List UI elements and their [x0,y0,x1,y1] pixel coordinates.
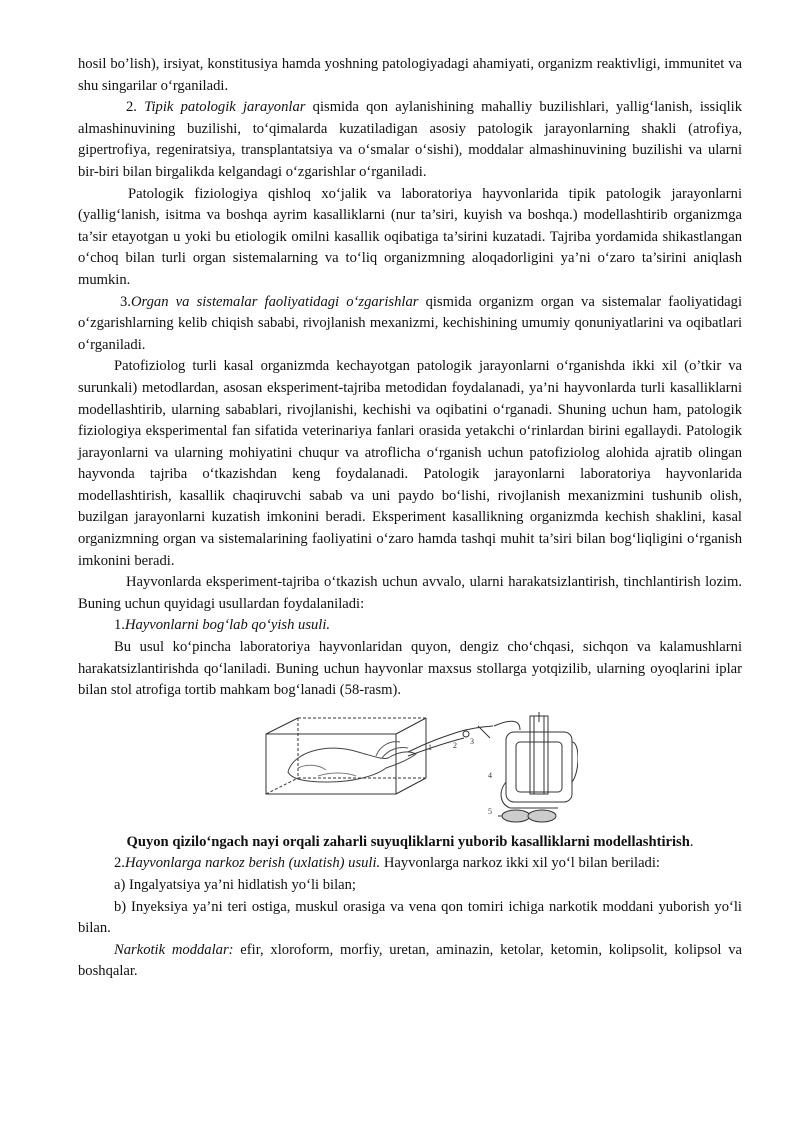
paragraph-method-2 [78,853,742,875]
paragraph-immobilization: Hayvonlarda eksperiment-tajriba o‘tkazish uchun avvalo, ularni harakatsizlantirish, tinchlantirish lozim. Buning uchun quyidagi usullardan foydalaniladi: [78,574,742,612]
label-3: 3 [470,736,474,746]
paragraph-methods: Patofiziolog turli kasal organizmda kechayotgan patologik jarayonlarni o‘rganishda ikki xil (o’tkir va surunkali) metodlardan, asosan eksperiment-tajriba metodidan foydalanadi, ya’ni hayvonlarda turli kasalliklarni modellashtirib, ularning sabablari, rivojlanishi, kechishi va oqibatini o‘rganadi. Shuning uchun ham, patologik fiziologiya eksperimental fan sifatida veterinariya fanlari orasida yetakchi o‘rinlardan birini egallaydi. Patologik jarayonlarni va ularning mohiyatini chuqur va atroflicha o‘rganish uchun patofiziolog alohida ajratib olingan hayvonda tajriba o‘tkazishdan keng foydalanadi. Patologik jarayonlarni laboratoriya hayvonlarida modellashtirish, kasallik chaqiruvchi sabab va uni paydo bo‘lishi, rivojlanish mexanizmini tushunib olish, buzilgan jarayonlarni kuzatish imkonini beradi. Eksperiment kasallikning organizmda kechish shaklini, kasal organizmning organ va sistemalarining faoliyatini o‘zaro hamda tashqi muhit ta’siri bilan bog‘liqligini o‘rganish imkonini beradi. [78,358,742,569]
section-title: Hayvonlarga narkoz berish (uxlatish) usuli. [124,855,381,872]
figure-rabbit-apparatus [78,712,742,832]
document-page [78,54,742,983]
section-text: Hayvonlarga narkoz ikki xil yo‘l bilan beriladi: [380,855,660,872]
narcotics-list: efir, xloroform, morfiy, uretan, aminazin, ketolar, ketomin, kolipsolit, kolipsol va boshqalar. [78,941,742,980]
label-4: 4 [488,770,492,780]
paragraph-method-1 [78,615,742,637]
narcotics-heading: Narkotik moddalar: [114,941,234,958]
caption-period: . [689,833,694,850]
burette [530,716,548,794]
feeding-tube [408,726,493,752]
section-number: 2. [126,99,145,116]
section-title: Organ va sistemalar faoliyatidagi o‘zgarishlar [130,293,419,310]
rabbit-apparatus-illustration [258,712,578,832]
label-2: 2 [453,740,457,750]
paragraph-narcotics [78,940,742,983]
paragraph-pathophysiology-models: Patologik fiziologiya qishloq xo‘jalik va laboratoriya hayvonlarida tipik patologik jarayonlarni (yallig‘lanish, isitma va boshqa ayrim kasalliklarni (nur ta’siri, kuyish va boshqa.) modellashtirib organizmga ta’sir etayotgan u yoki bu etiologik omilni kasallik oqibatiga ta’sirini kuzatadi. Tajriba yordamida shikastlangan o‘choq bilan turli organ sistemalarning va to‘liq organizmning aloqadorligini ya’ni o‘zaro ta’sirini aniqlash mumkin. [78,185,742,288]
section-title: Hayvonlarni bog‘lab qo‘yish usuli. [124,617,331,634]
list-item-inhalation: a) Ingalyatsiya ya’ni hidlatish yo‘li bilan; [114,877,356,893]
list-item-injection: b) Inyeksiya ya’ni teri ostiga, muskul orasiga va vena qon tomiri ichiga narkotik moddani yuborish yo‘li bilan. [78,898,742,937]
section-text: qismida qon aylanishining mahalliy buzilishlari, yallig‘lanish, issiqlik almashinuvining buzilishi, to‘qimalarda kuzatiladigan asosiy patologik jarayonlarning shakli (atrofiya, gipertrofiya, regeniratsiya, transplantatsiya va o‘smalar o‘sishi), moddalar almashinuvining buzilishi va ularni bir-biri bilan birgalikda kelgandagi o‘zgarishlar o‘rganiladi. [78,99,742,180]
caption-text: Quyon qizilo‘ngach nayi orqali zaharli suyuqliklarni yuborib kasalliklarni modellashtirish [126,833,690,850]
section-number: 1. [114,617,125,634]
section-text: qismida organizm organ va sistemalar faoliyatidagi o‘zgarishlarning kelib chiqish sababi, rivojlanish mexanizmi, kechishining umumiy qonuniyatlarini va oqibatlari o‘rganiladi. [78,293,742,353]
section-number: 3. [120,293,131,310]
section-number: 2. [114,855,125,872]
paragraph-typical-processes [78,97,742,183]
paragraph-organ-systems [78,292,742,357]
section-title: Tipik patologik jarayonlar [144,99,306,116]
paragraph-tying-method: Bu usul ko‘pincha laboratoriya hayvonlaridan quyon, dengiz cho‘chqasi, sichqon va kalamushlarni harakatsizlantirishda qo‘laniladi. Buning uchun hayvonlar maxsus stollarga yotqizilib, ularning oyoqlarini iplar bilan stol atrofiga tortib mahkam bog‘lanadi (58-rasm). [78,639,742,699]
bulb-2 [528,810,556,822]
label-5: 5 [488,806,492,816]
bulb-1 [502,810,530,822]
label-1: 1 [428,742,432,752]
cage-front [266,734,396,794]
paragraph-intro: hosil bo’lish), irsiyat, konstitusiya hamda yoshning patologiyadagi ahamiyati, organizm reaktivligi, immunitet va shu singarilar o‘rganiladi. [78,56,742,94]
figure-caption [78,832,742,854]
